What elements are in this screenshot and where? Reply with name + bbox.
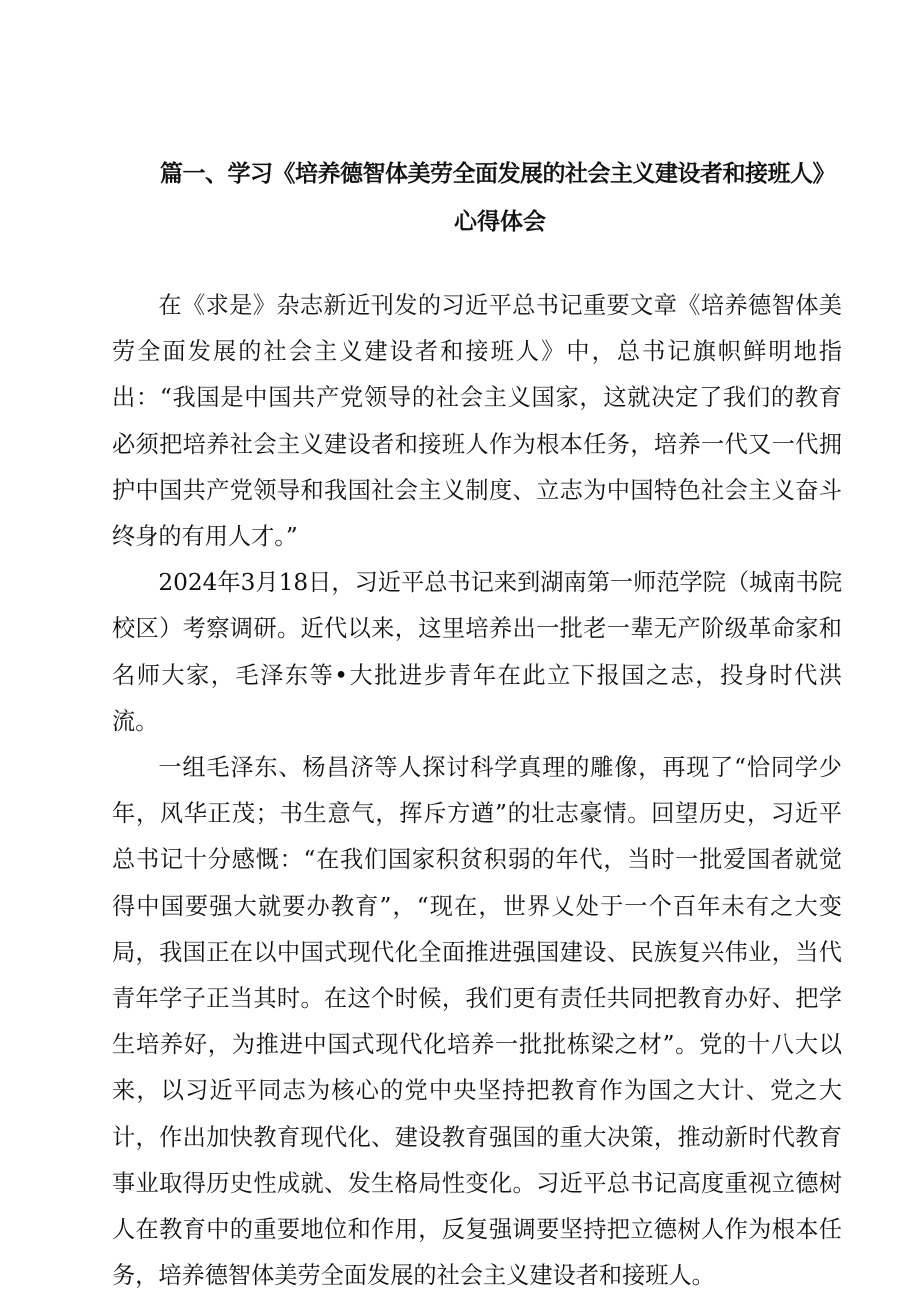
document-title — [112, 150, 848, 246]
paragraph-2: 2024年3月18日，习近平总书记来到湖南第一师范学院（城南书院校区）考察调研。近代以来，这里培养出一批老一辈无产阶级革命家和名师大家，毛泽东等•大批进步青年在此立下报国之志，投身时代洪流。 — [112, 569, 842, 735]
paragraph-3: 一组毛泽东、杨昌济等人探讨科学真理的雕像，再现了“恰同学少年，风华正茂；书生意气，挥斥方遒”的壮志豪情。回望历史，习近平总书记十分感慨：“在我们国家积贫积弱的年代，当时一批爱国者就觉得中国要强大就要办教育”，“现在，世界乂处于一个百年未有之大变局，我国正在以中国式现代化全面推进强国建设、民族复兴伟业，当代青年学子正当其时。在这个时候，我们更有责任共同把教育办好、把学生培养好，为推进中国式现代化培养一批批栋梁之材”。党的十八大以来，以习近平同志为核心的党中央坚持把教育作为国之大计、党之大计，作出加快教育现代化、建设教育强国的重大决策，推动新时代教育事业取得历史性成就、发生格局性变化。习近平总书记高度重视立德树人在教育中的重要地位和作用，反复强调要坚持把立德树人作为根本任务，培养德智体美劳全面发展的社会主义建设者和接班人。 — [112, 754, 842, 1290]
title-line-1: 篇一、学习《培养德智体美劳全面发展的社会主义建设者和接班人》 — [160, 161, 835, 187]
title-line-2: 心得体会 — [454, 209, 546, 235]
paragraph-1: 在《求是》杂志新近刊发的习近平总书记重要文章《培养德智体美劳全面发展的社会主义建设者和接班人》中，总书记旗帜鲜明地指出：“我国是中国共产党领导的社会主义国家，这就决定了我们的教育必须把培养社会主义建设者和接班人作为根本任务，培养一代又一代拥护中国共产党领导和我国社会主义制度、立志为中国特色社会主义奋斗终身的有用人才。” — [112, 292, 842, 551]
document-body — [112, 283, 842, 1299]
